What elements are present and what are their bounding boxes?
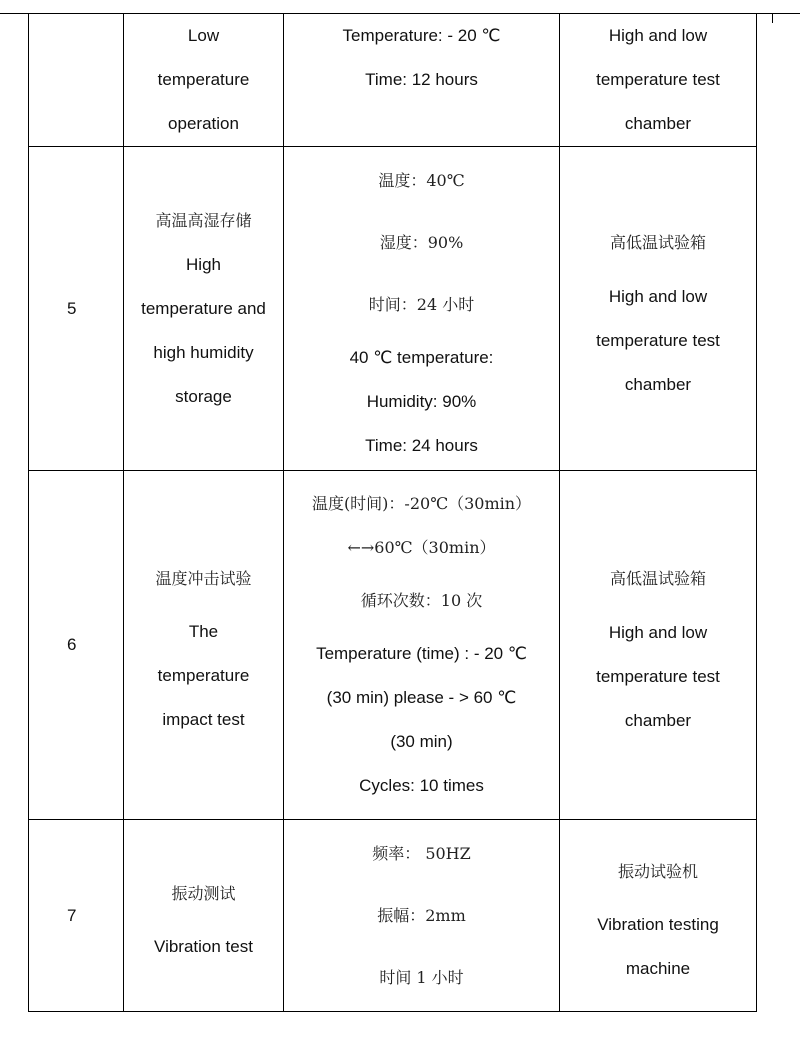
condition-line: Temperature: - 20 ℃: [342, 26, 501, 45]
equipment-line: temperature test: [596, 667, 720, 686]
condition-zh-line: 频率： 50HZ: [372, 843, 471, 863]
equipment-line: temperature test: [596, 330, 720, 350]
row-number-cell: 5: [29, 147, 124, 471]
condition-line: Time: 12 hours: [365, 70, 478, 89]
test-conditions-cell: [284, 820, 560, 1012]
equipment-line: High and low: [608, 623, 708, 642]
test-item-line: Low: [187, 26, 220, 45]
margin-cell: [757, 14, 773, 147]
test-item-line: The: [188, 622, 219, 641]
test-conditions-cell: [284, 471, 560, 820]
margin-cell: [757, 147, 773, 471]
test-item-cell: [124, 820, 284, 1012]
test-item-line: high humidity: [153, 342, 254, 362]
table-row: [29, 14, 773, 147]
condition-zh-line: 温度(时间)：-20℃（30min）: [311, 494, 532, 513]
equipment-line: temperature test: [596, 70, 720, 89]
test-item-line: temperature and: [141, 298, 266, 318]
condition-line: (30 min): [390, 732, 453, 751]
margin-cell: [757, 820, 773, 1012]
equipment-line: chamber: [624, 114, 692, 133]
test-conditions-cell: [284, 147, 560, 471]
test-item-line: impact test: [162, 710, 245, 729]
test-equipment-cell: [560, 471, 757, 820]
row-number-cell: 7: [29, 820, 124, 1012]
condition-line: 40 ℃ temperature:: [349, 347, 494, 367]
equipment-line: Vibration testing: [597, 914, 719, 934]
condition-zh-line: 时间 1 小时: [379, 967, 464, 987]
condition-zh-line: ←→60℃（30min）: [347, 538, 496, 557]
row-number-cell: 6: [29, 471, 124, 820]
test-item-line: operation: [168, 114, 239, 133]
test-item-cell: [124, 471, 284, 820]
equipment-line: machine: [625, 958, 691, 978]
equipment-line: chamber: [624, 374, 692, 394]
equipment-line: High and low: [608, 26, 708, 45]
condition-zh-line: 湿度：90%: [379, 232, 464, 252]
table-row: [29, 147, 773, 471]
equipment-line: chamber: [624, 711, 692, 730]
test-item-cell: [124, 147, 284, 471]
test-item-zh: 温度冲击试验: [155, 569, 252, 588]
equipment-zh: 高低温试验箱: [609, 232, 706, 252]
row-number-cell: [29, 14, 124, 147]
table-row: [29, 471, 773, 820]
condition-line: Cycles: 10 times: [359, 776, 484, 795]
table-row: [29, 820, 773, 1012]
test-item-line: temperature: [157, 70, 250, 89]
test-item-line: Vibration test: [154, 936, 253, 956]
test-item-line: temperature: [157, 666, 250, 685]
test-item-line: storage: [175, 386, 232, 406]
test-equipment-cell: [560, 147, 757, 471]
condition-line: Time: 24 hours: [365, 435, 478, 455]
test-equipment-cell: [560, 820, 757, 1012]
condition-line: Temperature (time) : - 20 ℃: [316, 644, 527, 663]
test-equipment-cell: [560, 14, 757, 147]
condition-zh-line: 温度：40℃: [378, 170, 465, 190]
condition-zh-line: 循环次数：10 次: [360, 591, 483, 610]
condition-line: (30 min) please - > 60 ℃: [326, 688, 517, 707]
condition-zh-line: 时间：24 小时: [368, 294, 475, 314]
test-conditions-cell: [284, 14, 560, 147]
equipment-line: High and low: [608, 286, 708, 306]
margin-cell: [757, 471, 773, 820]
equipment-zh: 高低温试验箱: [609, 569, 706, 588]
test-item-line: High: [186, 254, 221, 274]
condition-zh-line: 振幅：2mm: [377, 905, 466, 925]
test-spec-table: [28, 13, 773, 1012]
test-item-zh: 高温高湿存储: [155, 210, 252, 230]
test-item-zh: 振动测试: [171, 883, 236, 903]
condition-line: Humidity: 90%: [366, 391, 477, 411]
equipment-zh: 振动试验机: [617, 861, 698, 881]
test-item-cell: [124, 14, 284, 147]
